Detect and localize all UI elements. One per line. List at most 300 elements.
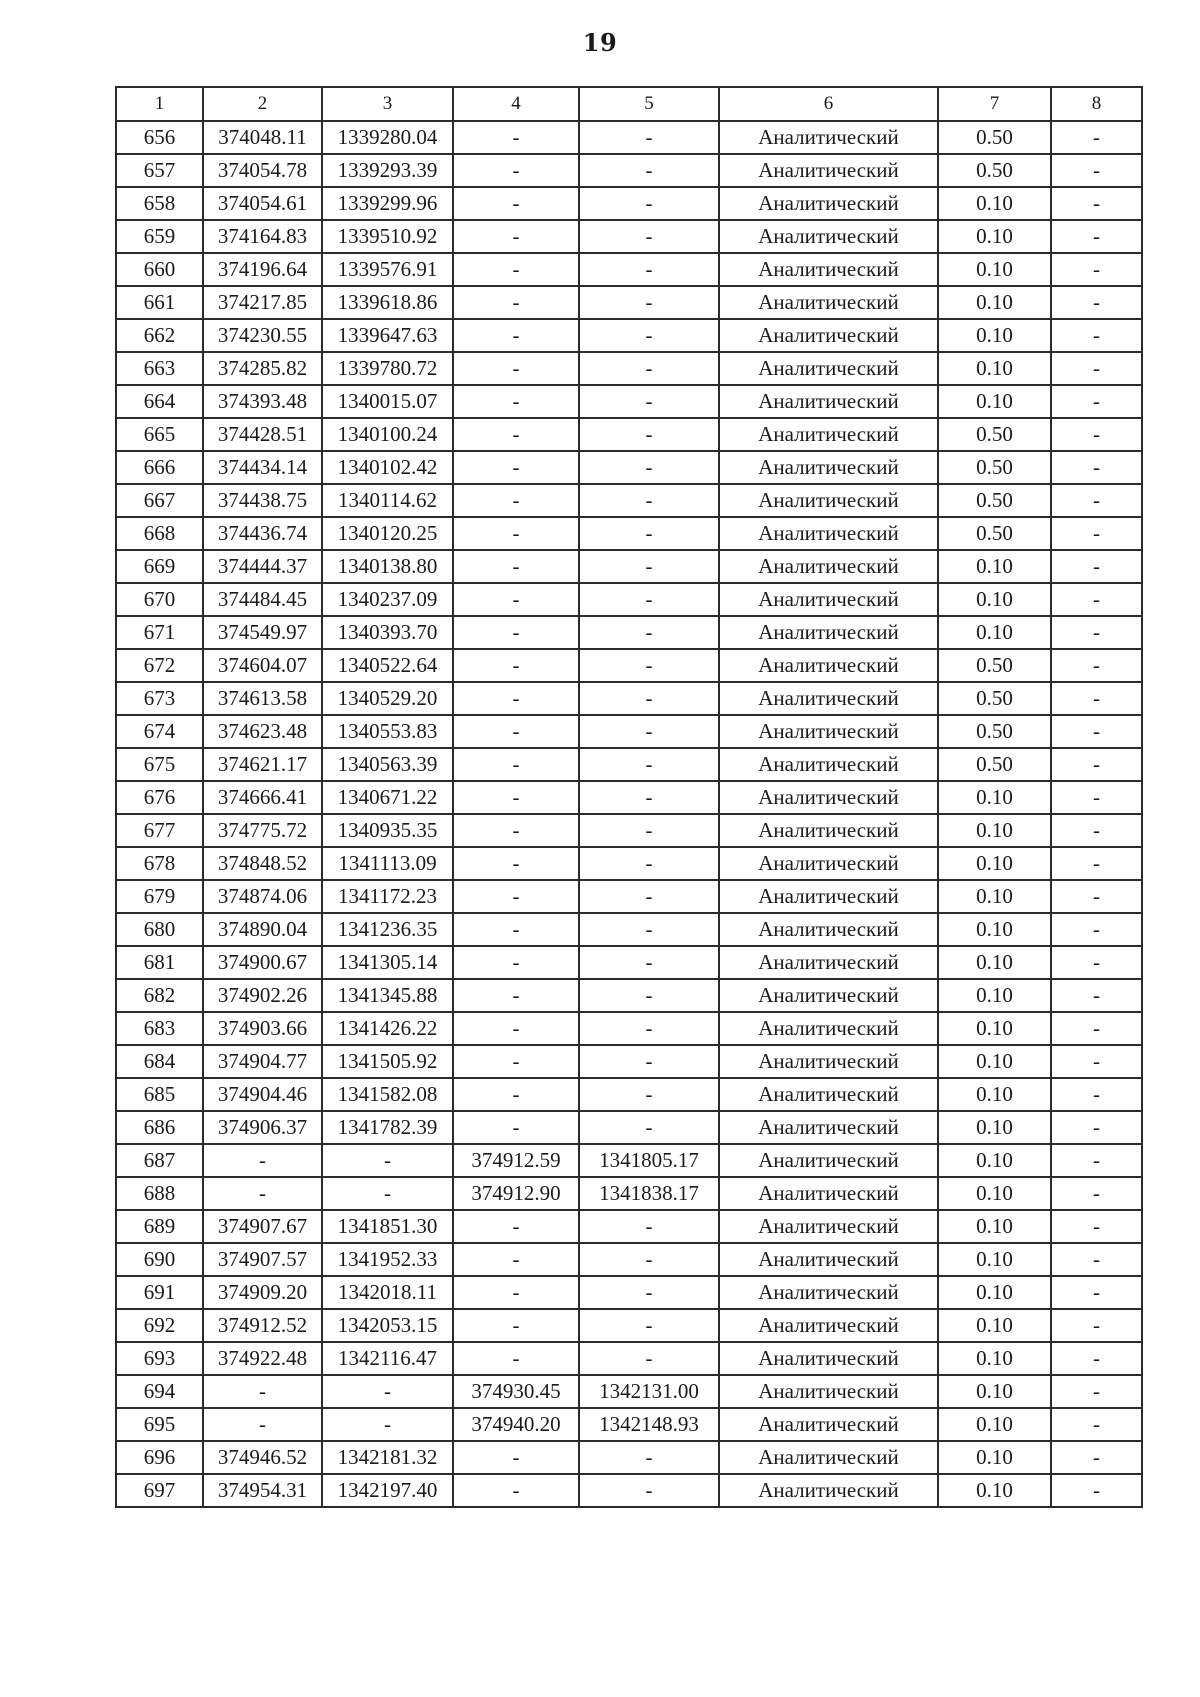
point-number: 681	[116, 946, 203, 979]
method-cell: Аналитический	[719, 1177, 938, 1210]
point-number: 679	[116, 880, 203, 913]
method-cell: Аналитический	[719, 1441, 938, 1474]
point-number: 670	[116, 583, 203, 616]
accuracy-cell: 0.10	[938, 352, 1051, 385]
method-cell: Аналитический	[719, 220, 938, 253]
coord-x2-cell: -	[453, 286, 579, 319]
coord-x-cell: 374907.57	[203, 1243, 322, 1276]
coord-y-cell: 1342053.15	[322, 1309, 453, 1342]
method-cell: Аналитический	[719, 517, 938, 550]
table-row	[116, 1441, 1142, 1474]
point-number: 660	[116, 253, 203, 286]
coord-y-cell: 1339576.91	[322, 253, 453, 286]
accuracy-cell: 0.10	[938, 847, 1051, 880]
coord-y-cell: 1341113.09	[322, 847, 453, 880]
coord-x2-cell: -	[453, 1210, 579, 1243]
coord-y-cell: 1340553.83	[322, 715, 453, 748]
extra-cell: -	[1051, 682, 1142, 715]
coord-x-cell: 374285.82	[203, 352, 322, 385]
coord-y-cell: 1339510.92	[322, 220, 453, 253]
accuracy-cell: 0.10	[938, 781, 1051, 814]
coord-x2-cell: -	[453, 451, 579, 484]
coord-x2-cell: -	[453, 352, 579, 385]
coord-x2-cell: 374912.90	[453, 1177, 579, 1210]
coord-x-cell: 374890.04	[203, 913, 322, 946]
point-number: 694	[116, 1375, 203, 1408]
coord-x-cell: 374954.31	[203, 1474, 322, 1507]
extra-cell: -	[1051, 517, 1142, 550]
table-row	[116, 781, 1142, 814]
point-number: 680	[116, 913, 203, 946]
coord-y-cell: 1342018.11	[322, 1276, 453, 1309]
method-cell: Аналитический	[719, 979, 938, 1012]
method-cell: Аналитический	[719, 1276, 938, 1309]
extra-cell: -	[1051, 1045, 1142, 1078]
point-number: 695	[116, 1408, 203, 1441]
accuracy-cell: 0.10	[938, 1474, 1051, 1507]
coord-x2-cell: -	[453, 484, 579, 517]
coord-y-cell: 1341582.08	[322, 1078, 453, 1111]
accuracy-cell: 0.10	[938, 583, 1051, 616]
method-cell: Аналитический	[719, 1012, 938, 1045]
coord-y-cell: 1341505.92	[322, 1045, 453, 1078]
accuracy-cell: 0.10	[938, 1342, 1051, 1375]
extra-cell: -	[1051, 121, 1142, 154]
accuracy-cell: 0.10	[938, 1045, 1051, 1078]
coord-x2-cell: -	[453, 979, 579, 1012]
point-number: 693	[116, 1342, 203, 1375]
method-cell: Аналитический	[719, 880, 938, 913]
page-number: 19	[582, 28, 618, 57]
coord-y2-cell: 1342148.93	[579, 1408, 719, 1441]
coord-x-cell: 374666.41	[203, 781, 322, 814]
coord-x2-cell: -	[453, 1474, 579, 1507]
extra-cell: -	[1051, 451, 1142, 484]
coord-y2-cell: -	[579, 847, 719, 880]
point-number: 686	[116, 1111, 203, 1144]
table-row	[116, 319, 1142, 352]
coord-x-cell: 374054.61	[203, 187, 322, 220]
coord-x-cell: 374484.45	[203, 583, 322, 616]
coord-x-cell: 374604.07	[203, 649, 322, 682]
coord-y2-cell: -	[579, 583, 719, 616]
point-number: 659	[116, 220, 203, 253]
table-row	[116, 1309, 1142, 1342]
extra-cell: -	[1051, 814, 1142, 847]
coord-y-cell: 1340237.09	[322, 583, 453, 616]
coord-y2-cell: -	[579, 1111, 719, 1144]
coord-y2-cell: -	[579, 616, 719, 649]
coord-y-cell: 1340563.39	[322, 748, 453, 781]
method-cell: Аналитический	[719, 1144, 938, 1177]
method-cell: Аналитический	[719, 484, 938, 517]
coord-y2-cell: -	[579, 451, 719, 484]
point-number: 669	[116, 550, 203, 583]
accuracy-cell: 0.10	[938, 1375, 1051, 1408]
column-header: 4	[453, 87, 579, 121]
accuracy-cell: 0.10	[938, 1177, 1051, 1210]
coord-x2-cell: -	[453, 187, 579, 220]
coord-y2-cell: 1341838.17	[579, 1177, 719, 1210]
extra-cell: -	[1051, 154, 1142, 187]
accuracy-cell: 0.10	[938, 220, 1051, 253]
table-row	[116, 1342, 1142, 1375]
coord-x-cell: 374775.72	[203, 814, 322, 847]
table-row	[116, 1474, 1142, 1507]
point-number: 661	[116, 286, 203, 319]
coord-y2-cell: -	[579, 715, 719, 748]
point-number: 677	[116, 814, 203, 847]
coordinates-table	[115, 86, 1143, 1508]
coord-x-cell: 374903.66	[203, 1012, 322, 1045]
table-row	[116, 484, 1142, 517]
table-row	[116, 220, 1142, 253]
extra-cell: -	[1051, 880, 1142, 913]
coord-x-cell: 374230.55	[203, 319, 322, 352]
coord-x-cell: 374922.48	[203, 1342, 322, 1375]
coord-y2-cell: -	[579, 352, 719, 385]
coord-y-cell: 1340120.25	[322, 517, 453, 550]
extra-cell: -	[1051, 1276, 1142, 1309]
coord-y-cell: 1342181.32	[322, 1441, 453, 1474]
point-number: 672	[116, 649, 203, 682]
extra-cell: -	[1051, 979, 1142, 1012]
accuracy-cell: 0.50	[938, 154, 1051, 187]
coord-x2-cell: -	[453, 1243, 579, 1276]
table-row	[116, 583, 1142, 616]
table-row	[116, 1012, 1142, 1045]
column-header: 1	[116, 87, 203, 121]
coord-x-cell: 374874.06	[203, 880, 322, 913]
coord-y2-cell: -	[579, 220, 719, 253]
coord-x-cell: 374912.52	[203, 1309, 322, 1342]
extra-cell: -	[1051, 616, 1142, 649]
method-cell: Аналитический	[719, 418, 938, 451]
coord-y2-cell: -	[579, 187, 719, 220]
point-number: 696	[116, 1441, 203, 1474]
coord-x2-cell: -	[453, 517, 579, 550]
coord-y-cell: 1339647.63	[322, 319, 453, 352]
table-row	[116, 550, 1142, 583]
coord-x2-cell: -	[453, 1111, 579, 1144]
header-row	[116, 87, 1142, 121]
accuracy-cell: 0.10	[938, 1078, 1051, 1111]
coord-x2-cell: -	[453, 847, 579, 880]
coord-x2-cell: 374940.20	[453, 1408, 579, 1441]
method-cell: Аналитический	[719, 1243, 938, 1276]
coord-x2-cell: 374930.45	[453, 1375, 579, 1408]
method-cell: Аналитический	[719, 583, 938, 616]
coord-y2-cell: -	[579, 1276, 719, 1309]
accuracy-cell: 0.10	[938, 913, 1051, 946]
table-row	[116, 1210, 1142, 1243]
coord-y2-cell: -	[579, 154, 719, 187]
accuracy-cell: 0.50	[938, 418, 1051, 451]
method-cell: Аналитический	[719, 781, 938, 814]
point-number: 676	[116, 781, 203, 814]
extra-cell: -	[1051, 946, 1142, 979]
point-number: 674	[116, 715, 203, 748]
extra-cell: -	[1051, 484, 1142, 517]
coord-y2-cell: -	[579, 946, 719, 979]
table-row	[116, 682, 1142, 715]
method-cell: Аналитический	[719, 1474, 938, 1507]
table-row	[116, 352, 1142, 385]
table-row	[116, 1243, 1142, 1276]
coord-y-cell: 1341236.35	[322, 913, 453, 946]
table-body	[116, 121, 1142, 1507]
table-row	[116, 1045, 1142, 1078]
coord-x-cell: 374438.75	[203, 484, 322, 517]
coord-y-cell: -	[322, 1177, 453, 1210]
column-header: 6	[719, 87, 938, 121]
coord-y2-cell: -	[579, 1210, 719, 1243]
coord-x2-cell: -	[453, 583, 579, 616]
coord-x2-cell: -	[453, 616, 579, 649]
coord-y2-cell: -	[579, 979, 719, 1012]
coord-y-cell: 1341172.23	[322, 880, 453, 913]
coord-x2-cell: -	[453, 253, 579, 286]
coord-x-cell: 374906.37	[203, 1111, 322, 1144]
coord-y-cell: 1342197.40	[322, 1474, 453, 1507]
point-number: 668	[116, 517, 203, 550]
coord-y-cell: 1340671.22	[322, 781, 453, 814]
table-row	[116, 1144, 1142, 1177]
coord-x-cell: 374621.17	[203, 748, 322, 781]
coord-x-cell: 374900.67	[203, 946, 322, 979]
coord-x2-cell: -	[453, 1045, 579, 1078]
method-cell: Аналитический	[719, 814, 938, 847]
coord-y2-cell: -	[579, 814, 719, 847]
coord-y-cell: 1339280.04	[322, 121, 453, 154]
coord-y2-cell: -	[579, 286, 719, 319]
coord-y2-cell: -	[579, 385, 719, 418]
point-number: 673	[116, 682, 203, 715]
table-row	[116, 286, 1142, 319]
coord-y-cell: -	[322, 1375, 453, 1408]
coord-y2-cell: -	[579, 418, 719, 451]
method-cell: Аналитический	[719, 451, 938, 484]
accuracy-cell: 0.10	[938, 1243, 1051, 1276]
coord-x-cell: 374054.78	[203, 154, 322, 187]
table-row	[116, 913, 1142, 946]
coord-y-cell: 1340529.20	[322, 682, 453, 715]
method-cell: Аналитический	[719, 253, 938, 286]
point-number: 682	[116, 979, 203, 1012]
method-cell: Аналитический	[719, 649, 938, 682]
coord-x2-cell: -	[453, 1309, 579, 1342]
coord-x-cell: 374196.64	[203, 253, 322, 286]
coord-x2-cell: -	[453, 418, 579, 451]
coord-y-cell: 1339299.96	[322, 187, 453, 220]
extra-cell: -	[1051, 748, 1142, 781]
coord-x2-cell: -	[453, 319, 579, 352]
accuracy-cell: 0.50	[938, 649, 1051, 682]
accuracy-cell: 0.10	[938, 187, 1051, 220]
point-number: 662	[116, 319, 203, 352]
coord-x2-cell: -	[453, 550, 579, 583]
extra-cell: -	[1051, 319, 1142, 352]
point-number: 671	[116, 616, 203, 649]
coord-y2-cell: -	[579, 880, 719, 913]
extra-cell: -	[1051, 847, 1142, 880]
method-cell: Аналитический	[719, 1210, 938, 1243]
coord-x2-cell: -	[453, 814, 579, 847]
method-cell: Аналитический	[719, 1111, 938, 1144]
coord-y-cell: 1340015.07	[322, 385, 453, 418]
coord-y-cell: 1339780.72	[322, 352, 453, 385]
table-row	[116, 847, 1142, 880]
method-cell: Аналитический	[719, 1078, 938, 1111]
extra-cell: -	[1051, 1012, 1142, 1045]
coord-y2-cell: 1342131.00	[579, 1375, 719, 1408]
extra-cell: -	[1051, 550, 1142, 583]
column-header: 5	[579, 87, 719, 121]
table-row	[116, 748, 1142, 781]
accuracy-cell: 0.10	[938, 286, 1051, 319]
table-row	[116, 154, 1142, 187]
coord-y2-cell: -	[579, 1243, 719, 1276]
extra-cell: -	[1051, 1111, 1142, 1144]
method-cell: Аналитический	[719, 121, 938, 154]
accuracy-cell: 0.10	[938, 1144, 1051, 1177]
coord-x-cell: -	[203, 1144, 322, 1177]
accuracy-cell: 0.10	[938, 946, 1051, 979]
coord-y2-cell: -	[579, 781, 719, 814]
coord-y2-cell: -	[579, 1342, 719, 1375]
accuracy-cell: 0.10	[938, 814, 1051, 847]
column-header: 7	[938, 87, 1051, 121]
coord-x-cell: 374217.85	[203, 286, 322, 319]
method-cell: Аналитический	[719, 154, 938, 187]
accuracy-cell: 0.50	[938, 682, 1051, 715]
coord-x2-cell: -	[453, 385, 579, 418]
coord-y-cell: 1340935.35	[322, 814, 453, 847]
accuracy-cell: 0.10	[938, 616, 1051, 649]
coord-x-cell: 374436.74	[203, 517, 322, 550]
coord-x2-cell: -	[453, 748, 579, 781]
coord-y2-cell: -	[579, 682, 719, 715]
accuracy-cell: 0.50	[938, 517, 1051, 550]
coord-x2-cell: -	[453, 682, 579, 715]
table-header	[116, 87, 1142, 121]
point-number: 684	[116, 1045, 203, 1078]
point-number: 687	[116, 1144, 203, 1177]
accuracy-cell: 0.10	[938, 319, 1051, 352]
method-cell: Аналитический	[719, 1045, 938, 1078]
coord-x-cell: -	[203, 1177, 322, 1210]
table-row	[116, 1276, 1142, 1309]
coord-y2-cell: -	[579, 1045, 719, 1078]
coord-x2-cell: -	[453, 1276, 579, 1309]
coord-y2-cell: 1341805.17	[579, 1144, 719, 1177]
coord-x-cell: 374164.83	[203, 220, 322, 253]
method-cell: Аналитический	[719, 1309, 938, 1342]
coord-y2-cell: -	[579, 1078, 719, 1111]
point-number: 683	[116, 1012, 203, 1045]
point-number: 675	[116, 748, 203, 781]
coord-y-cell: 1340100.24	[322, 418, 453, 451]
point-number: 664	[116, 385, 203, 418]
coord-x2-cell: -	[453, 715, 579, 748]
table-row	[116, 946, 1142, 979]
extra-cell: -	[1051, 781, 1142, 814]
coord-x2-cell: -	[453, 946, 579, 979]
table-row	[116, 1408, 1142, 1441]
coord-y2-cell: -	[579, 1441, 719, 1474]
coord-y2-cell: -	[579, 517, 719, 550]
coord-x-cell: -	[203, 1375, 322, 1408]
table-row	[116, 715, 1142, 748]
coord-y-cell: 1340522.64	[322, 649, 453, 682]
coord-x2-cell: -	[453, 781, 579, 814]
coord-x-cell: 374048.11	[203, 121, 322, 154]
coord-y-cell: 1341851.30	[322, 1210, 453, 1243]
coord-y2-cell: -	[579, 649, 719, 682]
point-number: 657	[116, 154, 203, 187]
point-number: 689	[116, 1210, 203, 1243]
accuracy-cell: 0.10	[938, 550, 1051, 583]
table-row	[116, 880, 1142, 913]
method-cell: Аналитический	[719, 1342, 938, 1375]
point-number: 678	[116, 847, 203, 880]
extra-cell: -	[1051, 715, 1142, 748]
point-number: 656	[116, 121, 203, 154]
point-number: 658	[116, 187, 203, 220]
coord-y-cell: 1342116.47	[322, 1342, 453, 1375]
coord-x2-cell: -	[453, 1342, 579, 1375]
extra-cell: -	[1051, 1210, 1142, 1243]
table-row	[116, 1375, 1142, 1408]
method-cell: Аналитический	[719, 616, 938, 649]
accuracy-cell: 0.10	[938, 253, 1051, 286]
table-row	[116, 649, 1142, 682]
extra-cell: -	[1051, 1441, 1142, 1474]
extra-cell: -	[1051, 418, 1142, 451]
point-number: 690	[116, 1243, 203, 1276]
accuracy-cell: 0.10	[938, 1111, 1051, 1144]
table-row	[116, 385, 1142, 418]
accuracy-cell: 0.50	[938, 451, 1051, 484]
coord-y-cell: 1340393.70	[322, 616, 453, 649]
method-cell: Аналитический	[719, 913, 938, 946]
extra-cell: -	[1051, 1375, 1142, 1408]
point-number: 688	[116, 1177, 203, 1210]
table-row	[116, 814, 1142, 847]
extra-cell: -	[1051, 1144, 1142, 1177]
point-number: 663	[116, 352, 203, 385]
method-cell: Аналитический	[719, 946, 938, 979]
coord-y-cell: 1341305.14	[322, 946, 453, 979]
table-row	[116, 979, 1142, 1012]
accuracy-cell: 0.10	[938, 1210, 1051, 1243]
coord-x-cell: 374393.48	[203, 385, 322, 418]
coord-x2-cell: -	[453, 154, 579, 187]
extra-cell: -	[1051, 286, 1142, 319]
table-row	[116, 517, 1142, 550]
extra-cell: -	[1051, 1408, 1142, 1441]
coord-y-cell: -	[322, 1144, 453, 1177]
accuracy-cell: 0.10	[938, 1441, 1051, 1474]
accuracy-cell: 0.50	[938, 748, 1051, 781]
coord-y-cell: -	[322, 1408, 453, 1441]
coord-y-cell: 1339618.86	[322, 286, 453, 319]
coord-y2-cell: -	[579, 253, 719, 286]
extra-cell: -	[1051, 220, 1142, 253]
accuracy-cell: 0.10	[938, 1276, 1051, 1309]
coord-y2-cell: -	[579, 319, 719, 352]
extra-cell: -	[1051, 1342, 1142, 1375]
